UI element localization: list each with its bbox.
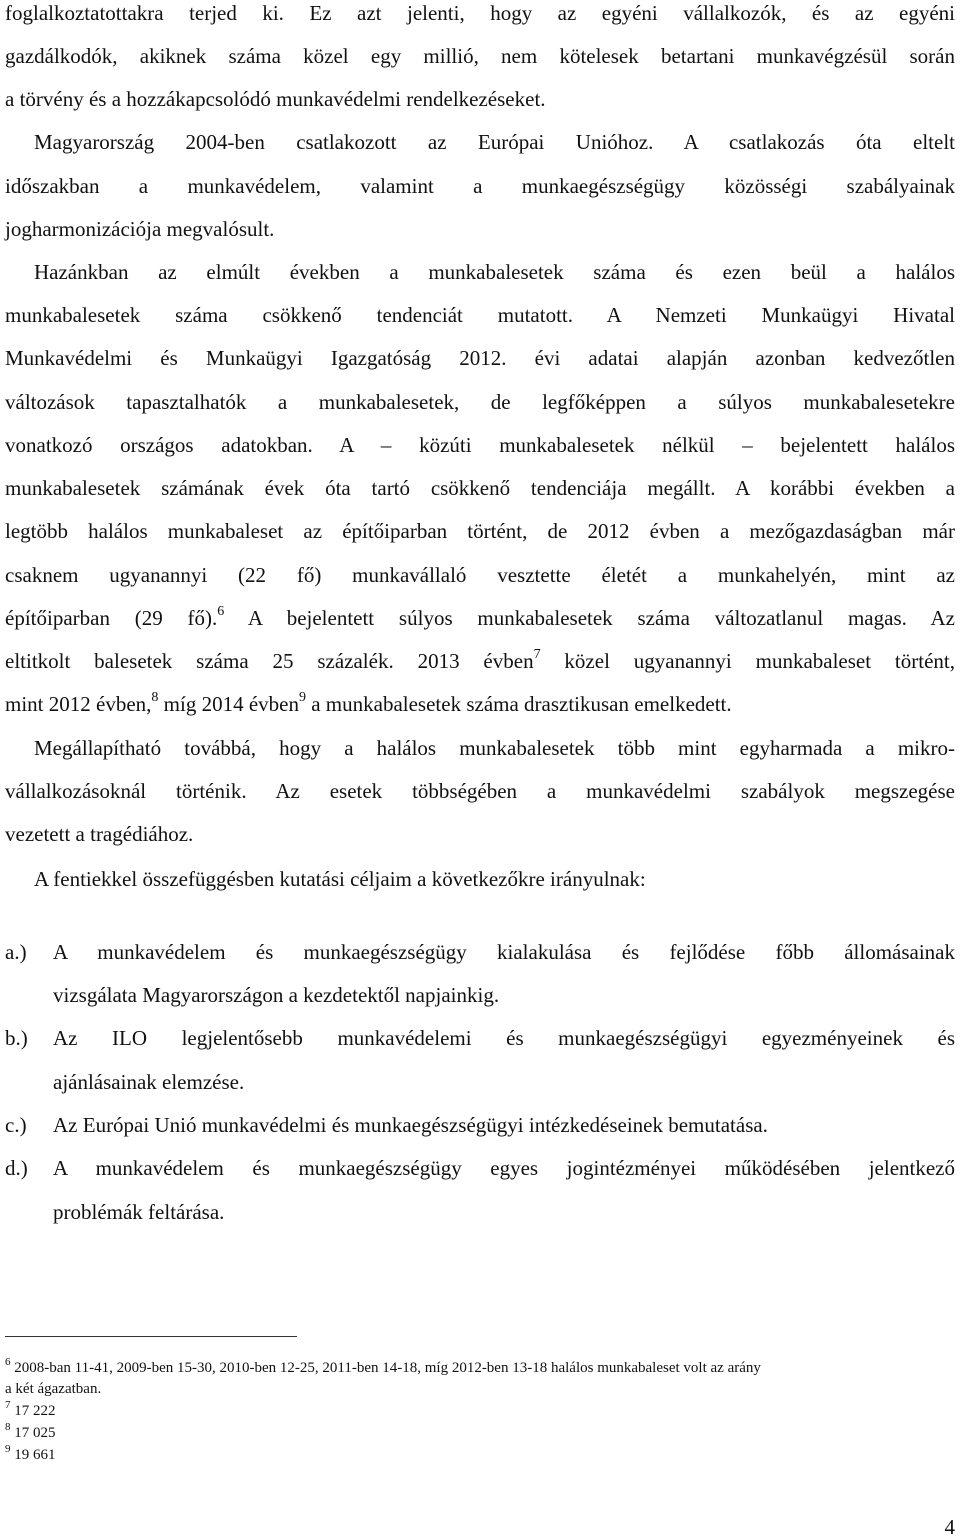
goal-label-c: c.) (5, 1113, 27, 1137)
text-span: a munkabalesetek száma drasztikusan emelkedett. (305, 692, 732, 716)
body-line-14: csaknem ugyanannyi (22 fő) munkavállaló vesztette életét a munkahelyén, mint az (5, 563, 955, 587)
text-span: mint 2012 évben, (5, 692, 152, 716)
text-span: építőiparban (29 fő). (5, 606, 218, 630)
body-line-8: munkabalesetek száma csökkenő tendenciát mutatott. A Nemzeti Munkaügyi Hivatal (5, 303, 955, 327)
body-line-17 (5, 691, 955, 717)
footnote-6 (5, 1356, 955, 1378)
body-line-16 (5, 648, 955, 674)
footnote-9 (5, 1443, 955, 1465)
text-span: közel ugyanannyi munkabaleset történt, (540, 649, 955, 673)
goals-intro: A fentiekkel összefüggésben kutatási céljaim a következőkre irányulnak: (34, 867, 646, 891)
body-line-1: foglalkoztatottakra terjed ki. Ez azt jelenti, hogy az egyéni vállalkozók, és az egyéni (5, 1, 955, 25)
goal-d-line-1: A munkavédelem és munkaegészségügy egyes jogintézményei működésében jelentkező (53, 1156, 955, 1180)
goal-b-line-1: Az ILO legjelentősebb munkavédelemi és munkaegészségügyi egyezményeinek és (53, 1026, 955, 1050)
footnote-text: 17 222 (14, 1403, 56, 1419)
text-span: míg 2014 évben (158, 692, 299, 716)
goal-a-line-2: vizsgálata Magyarországon a kezdetektől napjainkig. (53, 983, 500, 1007)
footnote-text: 17 025 (14, 1425, 56, 1441)
footnote-number: 8 (5, 1421, 11, 1433)
footnote-ref-7[interactable]: 7 (533, 647, 541, 662)
body-line-3: a törvény és a hozzákapcsolódó munkavédelmi rendelkezéseket. (5, 87, 546, 111)
body-line-11: vonatkozó országos adatokban. A – közúti munkabalesetek nélkül – bejelentett halálos (5, 433, 955, 457)
footnote-ref-9[interactable]: 9 (298, 690, 306, 705)
footnote-ref-6[interactable]: 6 (217, 604, 225, 619)
footnote-separator (5, 1336, 297, 1337)
body-line-10: változások tapasztalhatók a munkabalesetek, de legfőképpen a súlyos munkabalesetekre (5, 390, 955, 414)
text-span: eltitkolt balesetek száma 25 százalék. 2013 évben (5, 649, 534, 673)
body-line-12: munkabalesetek számának évek óta tartó csökkenő tendenciája megállt. A korábbi években a (5, 476, 955, 500)
text-span: A bejelentett súlyos munkabalesetek száma változatlanul magas. Az (224, 606, 955, 630)
footnote-number: 6 (5, 1356, 11, 1368)
page-number: 4 (944, 1515, 955, 1539)
goal-d-line-2: problémák feltárása. (53, 1200, 225, 1224)
body-line-5: időszakban a munkavédelem, valamint a munkaegészségügy közösségi szabályainak (5, 174, 955, 198)
body-line-2: gazdálkodók, akiknek száma közel egy millió, nem kötelesek betartani munkavégzésül során (5, 44, 955, 68)
body-line-9: Munkavédelmi és Munkaügyi Igazgatóság 2012. évi adatai alapján azonban kedvezőtlen (5, 346, 955, 370)
body-line-13: legtöbb halálos munkabaleset az építőiparban történt, de 2012 évben a mezőgazdaságban már (5, 519, 955, 543)
footnote-6-cont: a két ágazatban. (5, 1381, 102, 1397)
goal-b-line-2: ajánlásainak elemzése. (53, 1070, 245, 1094)
footnote-text: 2008-ban 11-41, 2009-ben 15-30, 2010-ben 12-25, 2011-ben 14-18, míg 2012-ben 13-18 halálos munkabaleset volt az arány (14, 1360, 761, 1376)
para2-line-1: Megállapítható továbbá, hogy a halálos munkabalesetek több mint egyharmada a mikro- (34, 736, 955, 760)
para2-line-3: vezetett a tragédiához. (5, 822, 194, 846)
footnote-number: 9 (5, 1443, 11, 1455)
para2-line-2: vállalkozásoknál történik. Az esetek többségében a munkavédelmi szabályok megszegése (5, 779, 955, 803)
body-line-4: Magyarország 2004-ben csatlakozott az Európai Unióhoz. A csatlakozás óta eltelt (34, 130, 955, 154)
footnote-7 (5, 1399, 955, 1421)
goal-label-a: a.) (5, 940, 27, 964)
body-line-7: Hazánkban az elmúlt években a munkabalesetek száma és ezen beül a halálos (34, 260, 955, 284)
goal-a-line-1: A munkavédelem és munkaegészségügy kialakulása és fejlődése főbb állomásainak (53, 940, 955, 964)
footnote-number: 7 (5, 1399, 11, 1411)
footnote-ref-8[interactable]: 8 (151, 690, 159, 705)
footnote-text: 19 661 (14, 1447, 56, 1463)
goal-label-d: d.) (5, 1156, 28, 1180)
goal-c-line-1: Az Európai Unió munkavédelmi és munkaegészségügyi intézkedéseinek bemutatása. (53, 1113, 768, 1137)
footnote-8 (5, 1421, 955, 1443)
goal-label-b: b.) (5, 1026, 28, 1050)
body-line-6: jogharmonizációja megvalósult. (5, 217, 275, 241)
body-line-15 (5, 605, 955, 631)
